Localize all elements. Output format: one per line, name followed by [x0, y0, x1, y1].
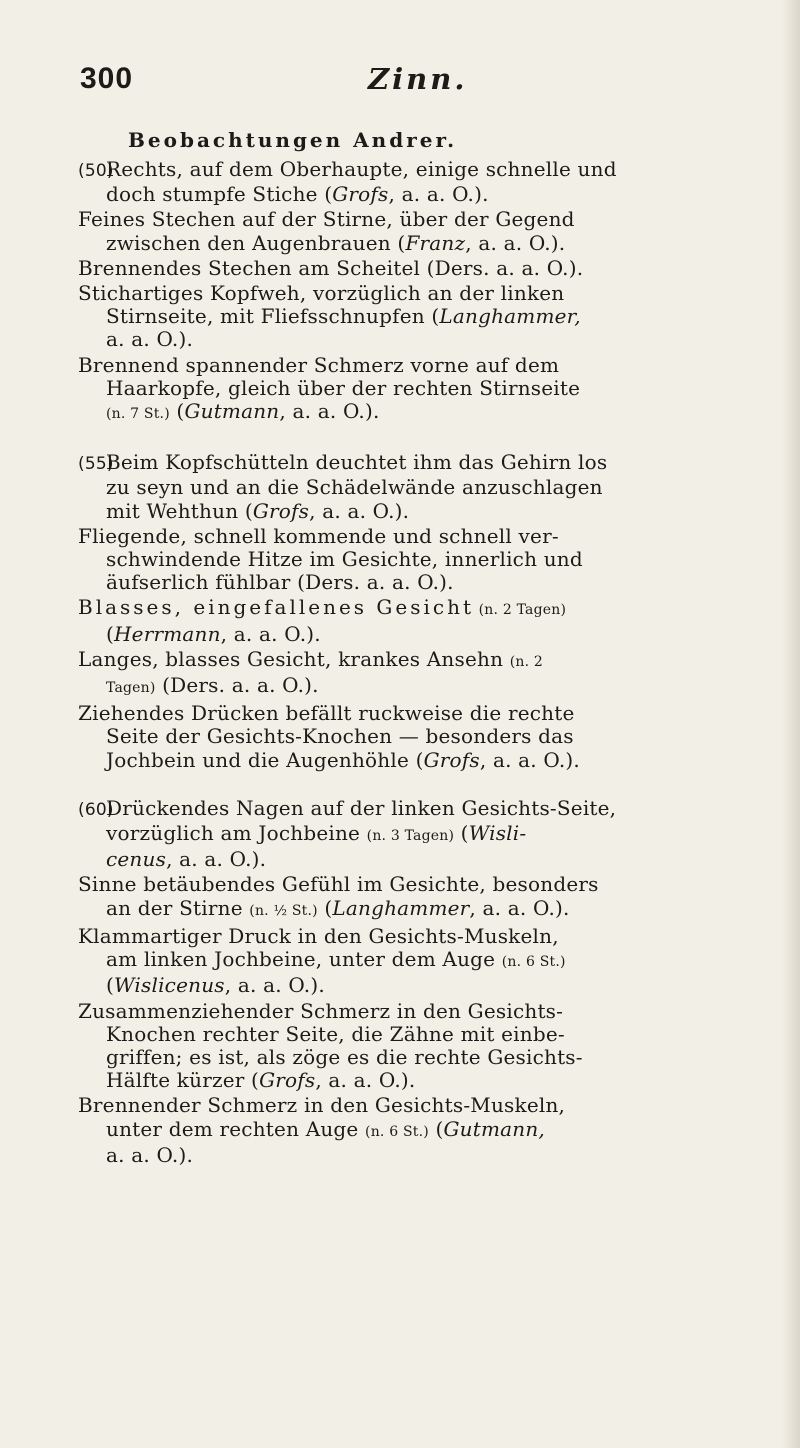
text-line [78, 1069, 758, 1092]
text: , a. a. O.). [309, 498, 410, 523]
text-line [78, 1094, 758, 1117]
symptom-entry [78, 257, 758, 280]
text: vorzüglich am Jochbeine [106, 821, 367, 846]
text: Feines Stechen auf der Stirne, über der Gegend [78, 207, 575, 232]
text-line [78, 948, 758, 974]
citation: Herrmann [114, 621, 221, 646]
text-line [78, 1000, 758, 1023]
time-note: (n. 2 [509, 653, 544, 670]
text-line [78, 1023, 758, 1046]
text: schwindende Hitze im Gesichte, innerlich und [106, 547, 583, 572]
text: Brennend spannender Schmerz vorne auf dem [78, 352, 560, 377]
time-note: (n. ½ St.) [249, 902, 318, 919]
time-note: (n. 7 St.) [106, 406, 170, 423]
text: an der Stirne [106, 895, 250, 920]
text-line [78, 525, 758, 548]
citation: Grofs [252, 498, 310, 523]
text: Zusammenziehender Schmerz in den Gesichts- [78, 998, 564, 1023]
entry-number: (60) [78, 799, 114, 820]
text: ( [428, 1116, 444, 1141]
text-line [78, 1046, 758, 1069]
text-line [78, 1144, 758, 1167]
text-line [78, 873, 758, 896]
text: Jochbein und die Augenhöhle ( [106, 747, 424, 772]
text-line [78, 674, 758, 700]
symptom-entry-55 [78, 451, 758, 523]
symptom-entry [78, 596, 758, 645]
text-line [78, 208, 758, 231]
symptom-entry [78, 208, 758, 254]
citation: Grofs [332, 182, 389, 207]
page-header [80, 62, 740, 102]
text: Stirnseite, mit Fliefsschnupfen ( [106, 304, 440, 329]
text: Brennendes Stechen am Scheitel (Ders. a. a. O.). [78, 255, 584, 280]
time-note: (n. 2 Tagen) [474, 602, 567, 619]
text: , a. a. O.). [465, 230, 566, 255]
text-line [78, 232, 758, 255]
citation: Wisli- [468, 821, 527, 846]
text: Seite der Gesichts-Knochen — besonders das [106, 724, 574, 749]
text: ( [106, 973, 115, 998]
text-line [78, 925, 758, 948]
text: Drückendes Nagen auf der linken Gesichts-Seite, [106, 795, 617, 820]
text-line [78, 354, 758, 377]
text: Stichartiges Kopfweh, vorzüglich an der linken [78, 281, 565, 306]
symptom-entry [78, 1000, 758, 1093]
citation: Grofs [423, 747, 480, 772]
text-line [78, 500, 758, 523]
entry-number: (55) [78, 454, 114, 475]
text: unter dem rechten Auge [106, 1116, 366, 1141]
text: Rechts, auf dem Oberhaupte, einige schnelle und [106, 157, 617, 181]
text: äufserlich fühlbar (Ders. a. a. O.). [106, 570, 454, 595]
text-line [78, 1118, 758, 1144]
symptom-entry [78, 925, 758, 998]
text-line [78, 623, 758, 646]
body-text [78, 158, 758, 1169]
symptom-entry [78, 1094, 758, 1167]
text: Fliegende, schnell kommende und schnell ver- [78, 523, 559, 548]
text: zu seyn und an die Schädelwände anzuschlagen [106, 475, 603, 500]
text: , a. a. O.). [388, 182, 489, 207]
symptom-entry-60 [78, 797, 758, 872]
text: griffen; es ist, als zöge es die rechte Gesichts- [106, 1044, 583, 1069]
text-line [78, 400, 758, 426]
text: , a. a. O.). [279, 399, 380, 424]
page-edge [782, 0, 800, 1448]
citation: Langhammer, [439, 304, 581, 329]
section-title: Beobachtungen Andrer. [128, 128, 458, 152]
text-line [78, 548, 758, 571]
citation: cenus [106, 847, 167, 872]
text-line [78, 328, 758, 351]
text: mit Wehthun ( [106, 498, 253, 523]
citation: Franz [405, 230, 466, 255]
text-line [78, 305, 758, 328]
text: a. a. O.). [106, 1142, 194, 1167]
text-line [78, 596, 758, 622]
text: ( [317, 895, 333, 920]
text: Blasses, eingefallenes Gesicht [78, 595, 474, 620]
text: zwischen den Augenbrauen ( [106, 230, 406, 255]
running-head: Zinn. [368, 62, 468, 96]
text-line [78, 648, 758, 674]
text-line [78, 476, 758, 499]
text-line [78, 451, 758, 476]
symptom-entry [78, 282, 758, 352]
symptom-entry [78, 354, 758, 427]
entry-number: (50) [78, 161, 114, 181]
text-line [78, 257, 758, 280]
symptom-entry-50 [78, 158, 758, 206]
text: Langes, blasses Gesicht, krankes Ansehn [78, 646, 510, 671]
text-line [78, 183, 758, 206]
text-line [78, 377, 758, 400]
text-line [78, 822, 758, 848]
text: ( [454, 821, 469, 846]
text: doch stumpfe Stiche ( [106, 182, 333, 207]
text-line [78, 702, 758, 725]
text: ( [169, 399, 185, 424]
time-note: (n. 3 Tagen) [366, 828, 455, 845]
text: , a. a. O.). [224, 973, 325, 998]
text: a. a. O.). [106, 327, 194, 352]
citation: Grofs [259, 1068, 316, 1093]
text-line [78, 848, 758, 871]
page-number: 300 [80, 62, 134, 95]
text: , a. a. O.). [469, 895, 570, 920]
text: am linken Jochbeine, unter dem Auge [106, 947, 502, 972]
text: , a. a. O.). [220, 621, 321, 646]
text: Haarkopfe, gleich über der rechten Stirnseite [106, 375, 581, 400]
text: Brennender Schmerz in den Gesichts-Muskeln, [78, 1093, 566, 1118]
citation: Langhammer [332, 895, 470, 920]
citation: Wislicenus [114, 973, 225, 998]
text-line [78, 974, 758, 997]
text: , a. a. O.). [166, 847, 267, 872]
symptom-entry [78, 702, 758, 772]
symptom-entry [78, 525, 758, 595]
text-line [78, 725, 758, 748]
text-line [78, 282, 758, 305]
time-note: Tagen) [106, 680, 156, 697]
text: , a. a. O.). [315, 1068, 416, 1093]
time-note: (n. 6 St.) [501, 954, 566, 971]
citation: Gutmann [184, 399, 280, 424]
text: Knochen rechter Seite, die Zähne mit einbe- [106, 1021, 565, 1046]
text: Hälfte kürzer ( [106, 1068, 260, 1093]
citation: Gutmann, [443, 1116, 545, 1141]
text: , a. a. O.). [479, 747, 580, 772]
text-line [78, 571, 758, 594]
text-line [78, 897, 758, 923]
text: ( [106, 621, 115, 646]
symptom-entry [78, 873, 758, 922]
text: Sinne betäubendes Gefühl im Gesichte, besonders [78, 872, 599, 897]
symptom-entry [78, 648, 758, 700]
text: Klammartiger Druck in den Gesichts-Muskeln, [78, 923, 559, 948]
text: Ziehendes Drücken befällt ruckweise die rechte [78, 701, 575, 726]
time-note: (n. 6 St.) [365, 1123, 429, 1140]
text-line [78, 749, 758, 772]
text: Beim Kopfschütteln deuchtet ihm das Gehirn los [106, 450, 608, 475]
text-line [78, 158, 758, 183]
text-line [78, 797, 758, 822]
text: (Ders. a. a. O.). [155, 673, 319, 698]
